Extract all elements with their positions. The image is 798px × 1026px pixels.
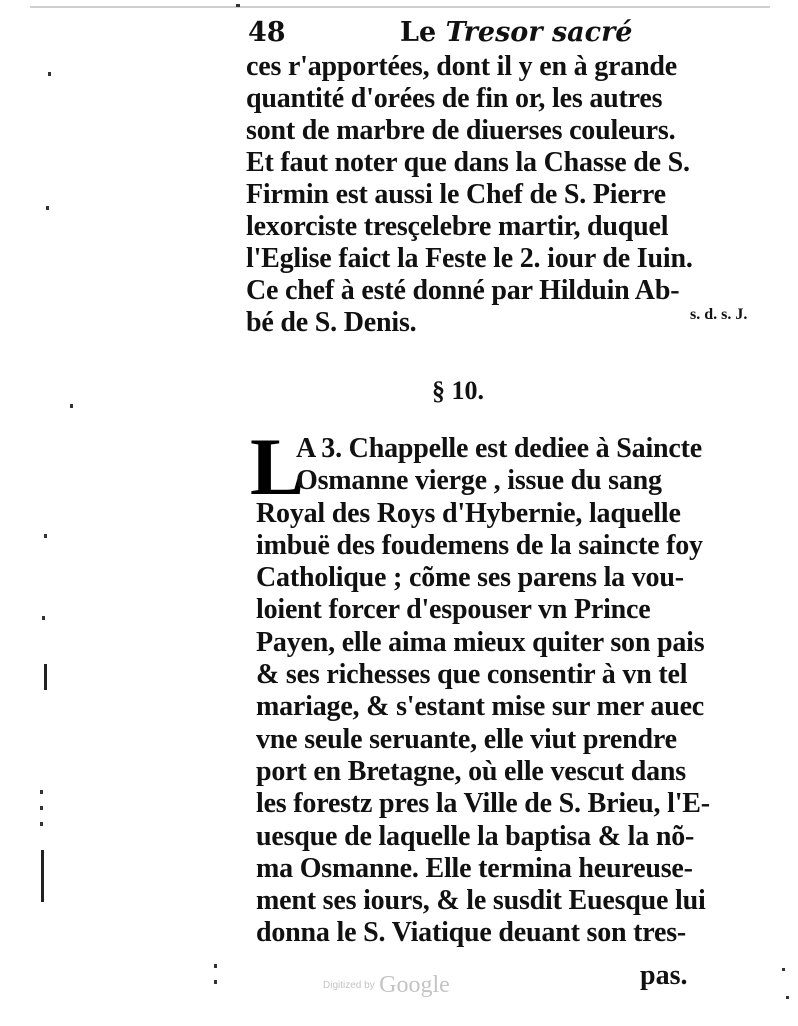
watermark-brand-text: Google: [379, 972, 450, 998]
section-heading: § 10.: [432, 376, 484, 405]
text-line: uesque de laquelle la baptisa & la nõ-: [256, 820, 695, 852]
running-title-le: Le: [400, 17, 437, 48]
scan-speck: [70, 404, 73, 408]
paragraph-continued: [246, 51, 716, 339]
scan-speck: [46, 206, 49, 210]
text-line: Et faut noter que dans la Chasse de S.: [246, 147, 690, 178]
text-line: l'Eglise faict la Feste le 2. iour de Iuin.: [246, 243, 693, 274]
text-line: Catholique ; cõme ses parens la vou-: [256, 562, 684, 594]
text-line: donna le S. Viatique deuant son tres-: [256, 917, 687, 949]
text-line: & ses richesses que consentir à vn tel: [256, 659, 688, 691]
scan-speck: [214, 964, 217, 968]
scan-speck: [48, 72, 51, 76]
text-line: les forestz pres la Ville de S. Brieu, l'E-: [256, 788, 710, 820]
scan-dash: [41, 850, 44, 902]
paragraph-section-10: [256, 433, 716, 950]
drop-cap: L: [250, 421, 305, 512]
text-line: ces r'apportées, dont il y en à grande: [246, 51, 678, 82]
catchword: pas.: [640, 960, 688, 991]
scan-speck: [214, 980, 217, 984]
scan-speck: [40, 790, 43, 794]
scan-speck: [786, 996, 789, 999]
text-line: ma Osmanne. Elle termina heureuse-: [256, 852, 693, 884]
scan-speck: [44, 534, 47, 538]
text-line: Payen, elle aima mieux quiter son pais: [256, 626, 705, 658]
text-line: quantité d'orées de fin or, les autres: [246, 83, 663, 114]
text-line: bé de S. Denis.: [246, 307, 417, 338]
scan-speck: [40, 806, 43, 810]
running-title-rest: Tresor sacré: [445, 17, 633, 48]
top-edge-rule: [30, 6, 770, 8]
text-line: Firmin est aussi le Chef de S. Pierre: [246, 179, 666, 210]
text-line: imbuë des foudemens de la saincte foy: [256, 529, 703, 561]
text-line: mariage, & s'estant mise sur mer auec: [256, 691, 705, 723]
scan-dash: [44, 664, 47, 690]
scan-speck: [236, 4, 240, 7]
text-line: loient forcer d'espouser vn Prince: [256, 594, 651, 626]
running-title: [400, 18, 632, 48]
text-line: Royal des Roys d'Hybernie, laquelle: [256, 497, 681, 529]
margin-annotation: s. d. s. J.: [690, 306, 748, 323]
text-line: Osmanne vierge , issue du sang: [296, 465, 662, 497]
text-line: ment ses iours, & le susdit Euesque lui: [256, 885, 706, 917]
scan-speck: [42, 616, 45, 620]
text-line: A 3. Chappelle est dediee à Saincte: [296, 433, 702, 464]
scan-speck: [40, 822, 43, 826]
digitized-watermark: [323, 972, 450, 999]
text-line: vne seule seruante, elle viut prendre: [256, 723, 677, 755]
text-line: Ce chef à esté donné par Hilduin Ab-: [246, 275, 680, 306]
text-line: sont de marbre de diuerses couleurs.: [246, 115, 676, 146]
text-line: lexorciste tresçelebre martir, duquel: [246, 211, 669, 242]
watermark-digitized-text: Digitized by: [323, 980, 375, 991]
text-line: port en Bretagne, où elle vescut dans: [256, 755, 686, 787]
page-number: 48: [248, 17, 286, 48]
scan-speck: [782, 968, 785, 971]
